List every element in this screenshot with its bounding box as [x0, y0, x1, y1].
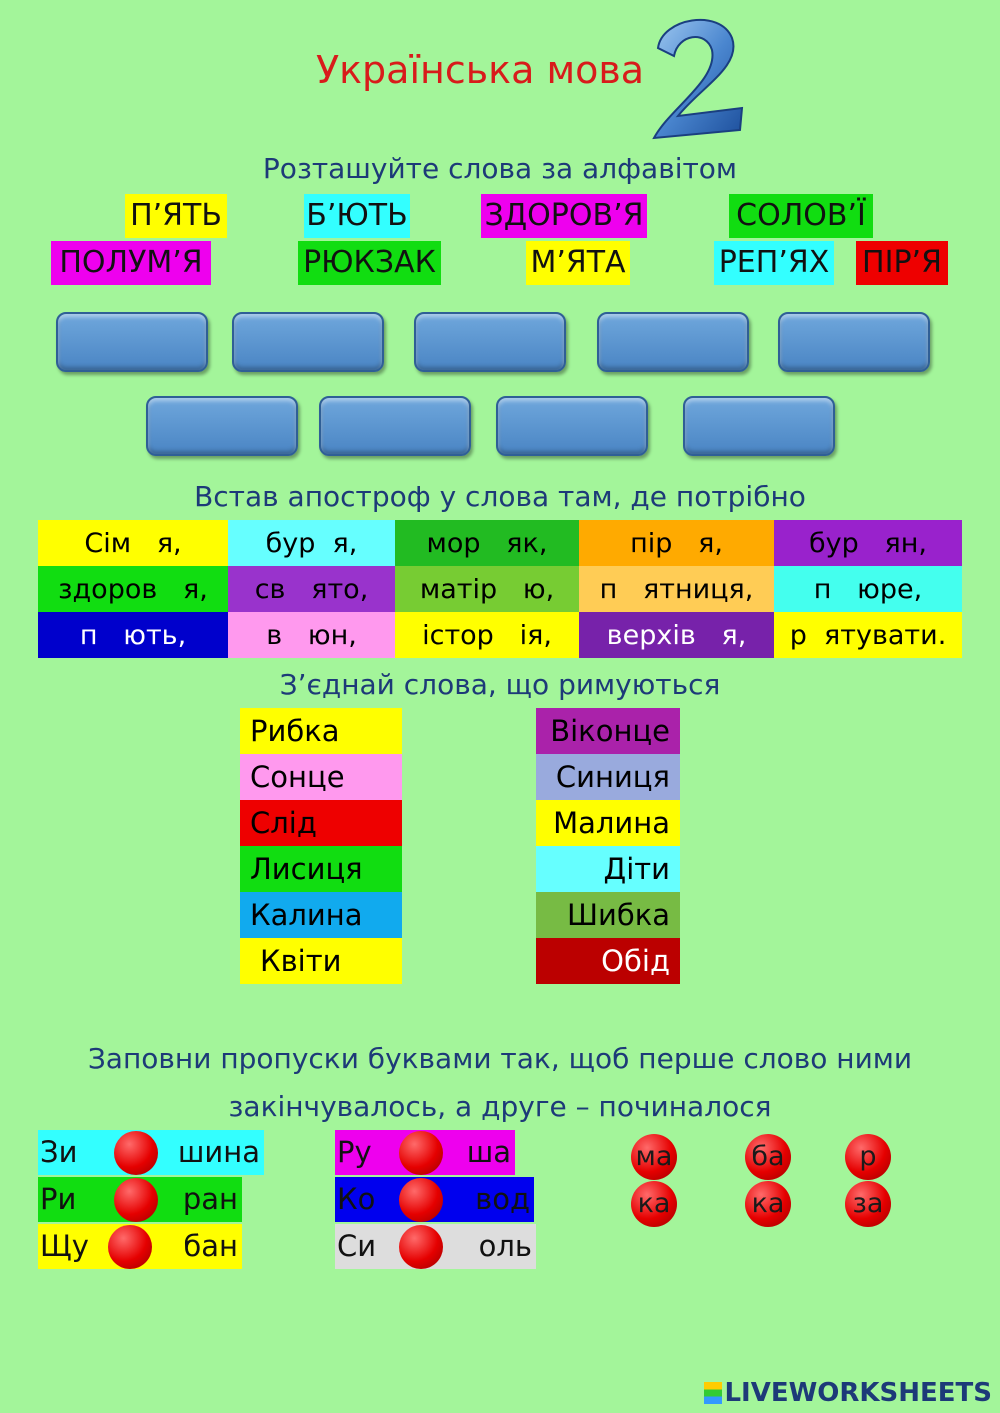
brand-logo-text: LIVEWORKSHEETS [724, 1378, 992, 1408]
answer-drop-slot[interactable] [146, 396, 298, 456]
fill-word-start: Си [337, 1229, 377, 1263]
word-card[interactable]: Б’ЮТЬ [304, 194, 410, 238]
answer-drop-slot[interactable] [496, 396, 648, 456]
task2-heading: Встав апостроф у слова там, де потрібно [194, 480, 806, 513]
fill-word-end: вод [475, 1182, 530, 1216]
fill-row [38, 1224, 242, 1269]
fill-word-start: Зи [40, 1135, 78, 1169]
letter-ball[interactable]: ба [745, 1134, 791, 1180]
word-card[interactable]: ПОЛУМ’Я [51, 241, 211, 285]
answer-drop-slot[interactable] [778, 312, 930, 372]
fill-word-end: бан [183, 1229, 238, 1263]
letter-ball[interactable]: за [845, 1181, 891, 1227]
rhyme-word-right[interactable]: Малина [536, 800, 680, 846]
word-card[interactable]: П’ЯТЬ [125, 194, 227, 238]
answer-drop-slot[interactable] [683, 396, 835, 456]
fill-word-start: Ко [337, 1182, 376, 1216]
answer-drop-slot[interactable] [414, 312, 566, 372]
fill-row [38, 1177, 242, 1222]
apostrophe-word-cell[interactable]: св ято, [228, 566, 395, 612]
apostrophe-word-cell[interactable]: матір ю, [395, 566, 579, 612]
fill-word-end: оль [478, 1229, 532, 1263]
apostrophe-word-cell[interactable]: в юн, [228, 612, 395, 658]
task3-heading: З’єднай слова, що римуються [279, 668, 721, 701]
answer-drop-slot[interactable] [597, 312, 749, 372]
letter-drop-target[interactable] [399, 1131, 443, 1175]
word-card[interactable]: СОЛОВ’Ї [729, 194, 873, 238]
apostrophe-word-cell[interactable]: мор як, [395, 520, 579, 566]
rhyme-word-left[interactable]: Калина [240, 892, 402, 938]
grade-number-logo [640, 8, 760, 148]
fill-word-start: Ри [40, 1182, 77, 1216]
rhyme-word-right[interactable]: Віконце [536, 708, 680, 754]
apostrophe-word-cell[interactable]: здоров я, [38, 566, 228, 612]
answer-drop-slot[interactable] [56, 312, 208, 372]
apostrophe-word-cell[interactable]: п ятниця, [579, 566, 774, 612]
answer-drop-slot[interactable] [319, 396, 471, 456]
rhyme-word-left[interactable]: Квіти [240, 938, 402, 984]
apostrophe-word-cell[interactable]: р ятувати. [774, 612, 962, 658]
letter-drop-target[interactable] [114, 1178, 158, 1222]
task1-heading: Розташуйте слова за алфавітом [262, 152, 738, 185]
apostrophe-word-cell[interactable]: верхів я, [579, 612, 774, 658]
task4-heading-line1: Заповни пропуски буквами так, щоб перше слово ними [87, 1042, 913, 1075]
apostrophe-word-cell[interactable]: Сім я, [38, 520, 228, 566]
answer-drop-slot[interactable] [232, 312, 384, 372]
rhyme-word-left[interactable]: Лисиця [240, 846, 402, 892]
rhyme-word-left[interactable]: Рибка [240, 708, 402, 754]
letter-ball[interactable]: р [845, 1134, 891, 1180]
fill-row [335, 1130, 515, 1175]
rhyme-word-left[interactable]: Сонце [240, 754, 402, 800]
word-card[interactable]: РЮКЗАК [298, 241, 441, 285]
rhyme-word-right[interactable]: Обід [536, 938, 680, 984]
page-title: Українська мова [315, 48, 645, 92]
letter-ball[interactable]: ка [745, 1181, 791, 1227]
letter-drop-target[interactable] [108, 1225, 152, 1269]
letter-drop-target[interactable] [399, 1225, 443, 1269]
fill-word-end: шина [177, 1135, 260, 1169]
fill-word-end: ша [466, 1135, 511, 1169]
letter-drop-target[interactable] [114, 1131, 158, 1175]
apostrophe-word-cell[interactable]: пір я, [579, 520, 774, 566]
rhyme-word-right[interactable]: Діти [536, 846, 680, 892]
letter-ball[interactable]: ма [631, 1134, 677, 1180]
word-card[interactable]: ПІР’Я [856, 241, 948, 285]
apostrophe-table [38, 520, 962, 658]
rhyme-word-right[interactable]: Шибка [536, 892, 680, 938]
apostrophe-word-cell[interactable]: істор ія, [395, 612, 579, 658]
apostrophe-word-cell[interactable]: бур ян, [774, 520, 962, 566]
brand-logo-icon [704, 1382, 722, 1404]
rhyme-right-column [536, 708, 680, 984]
word-card[interactable]: М’ЯТА [526, 241, 630, 285]
apostrophe-word-cell[interactable]: п ють, [38, 612, 228, 658]
fill-word-start: Щу [40, 1229, 89, 1263]
fill-word-end: ран [182, 1182, 238, 1216]
letter-drop-target[interactable] [399, 1178, 443, 1222]
rhyme-word-left[interactable]: Слід [240, 800, 402, 846]
apostrophe-word-cell[interactable]: п юре, [774, 566, 962, 612]
apostrophe-word-cell[interactable]: бур я, [228, 520, 395, 566]
fill-row [335, 1224, 536, 1269]
word-card[interactable]: ЗДОРОВ’Я [481, 194, 647, 238]
fill-row [38, 1130, 264, 1175]
word-card[interactable]: РЕП’ЯХ [714, 241, 834, 285]
fill-row [335, 1177, 534, 1222]
rhyme-word-right[interactable]: Синиця [536, 754, 680, 800]
fill-word-start: Ру [337, 1135, 372, 1169]
task4-heading-line2: закінчувалось, а друге – починалося [228, 1090, 772, 1123]
brand-logo [704, 1378, 992, 1408]
rhyme-left-column [240, 708, 402, 984]
letter-ball[interactable]: ка [631, 1181, 677, 1227]
